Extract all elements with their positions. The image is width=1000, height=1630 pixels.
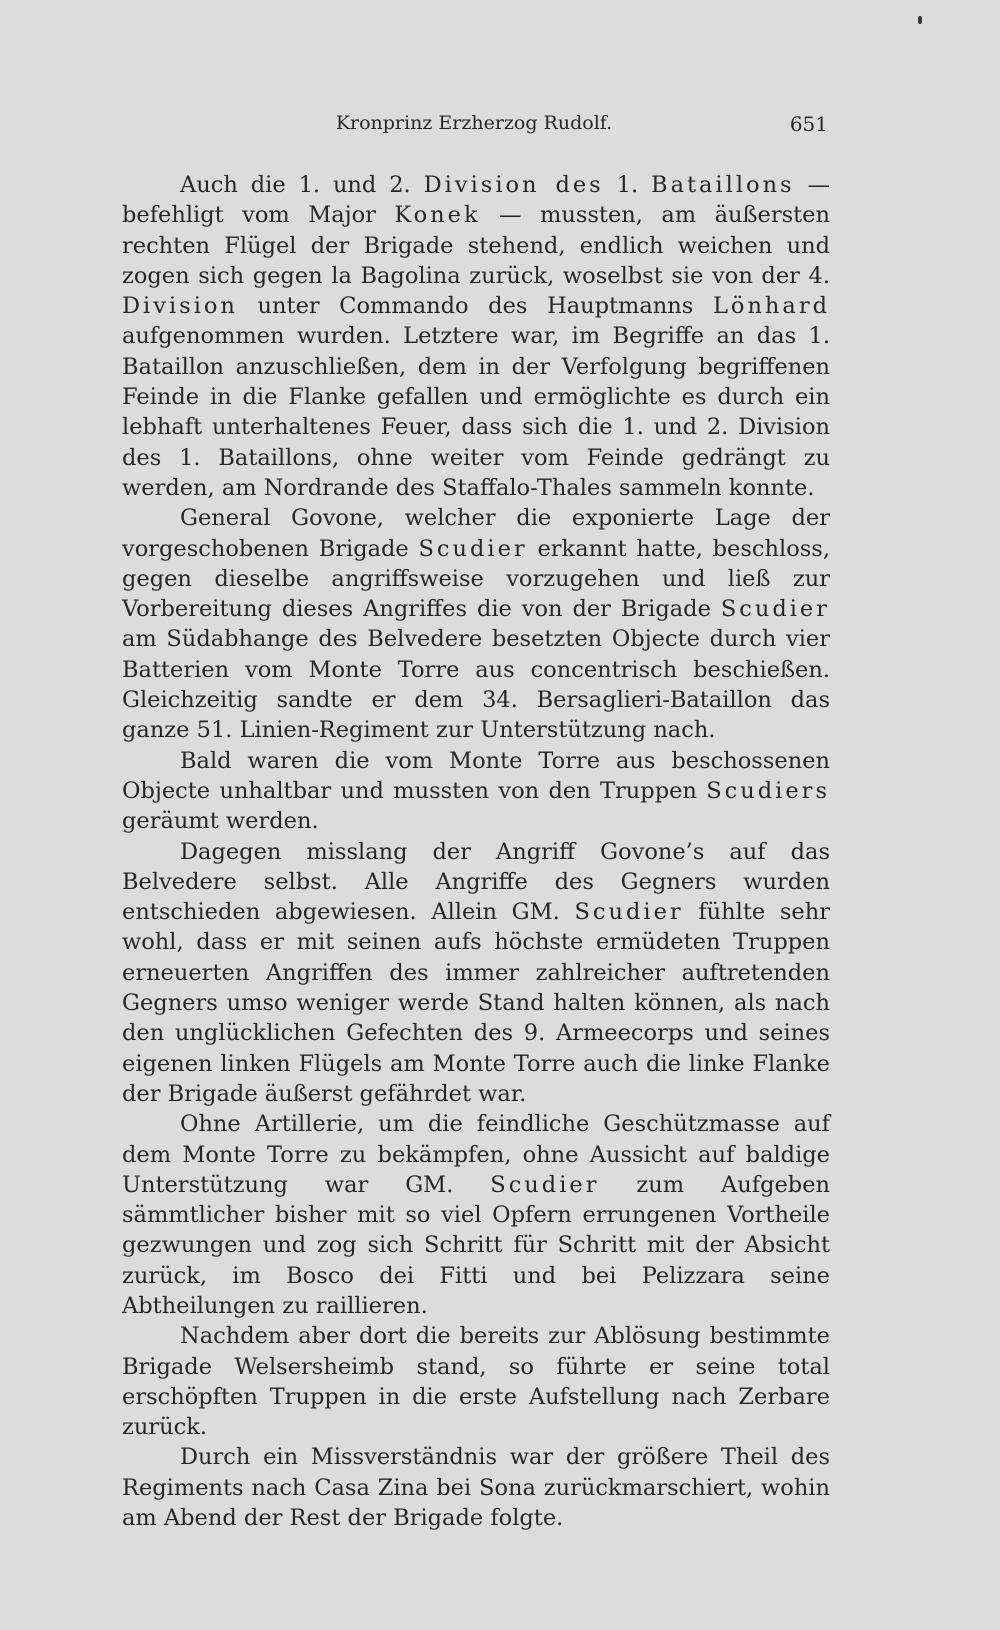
page-number: 651 [789, 112, 828, 136]
text-segment: Auch die 1. und 2. [180, 172, 424, 198]
paragraph [122, 1321, 830, 1442]
paragraph [122, 503, 830, 745]
text-segment: Bald waren die vom Monte Torre aus beschossenen Objecte unhaltbar und mussten von den Truppen [122, 747, 830, 804]
spaced-name: Scudier [418, 535, 528, 562]
spaced-text: Division [122, 293, 238, 320]
text-segment: General Govone, welcher die exponierte Lage der vorgeschobenen Brigade [122, 505, 830, 562]
spaced-text: Division des [423, 172, 604, 198]
text-segment: — mussten, am äußersten rechten Flügel der Brigade stehend, endlich weichen und zogen sich gegen la Bagolina zurück, woselbst sie von der 4. [122, 202, 830, 289]
paragraph [122, 170, 830, 503]
text-segment: 1. [603, 172, 652, 198]
spaced-name: Scudier [720, 596, 830, 623]
text-segment: Nachdem aber dort die bereits zur Ablösung bestimmte Brigade Welsersheimb stand, so führte er seine total erschöpften Truppen in die erste Aufstellung nach Zerbare zurück. [122, 1323, 830, 1441]
paragraph [122, 1442, 830, 1533]
spaced-text: Bataillons [651, 172, 795, 198]
spaced-name: Lönhard [712, 293, 830, 320]
text-segment: — befehligt vom Major [122, 172, 831, 229]
text-segment: am Südabhange des Belvedere besetzten Objecte durch vier Batterien vom Monte Torre aus concentrisch beschießen. Gleichzeitig sandte er dem 34. Bersaglieri-Bataillon das ganze 51. Linien-Regiment zur Unterstützung nach. [122, 626, 830, 744]
spaced-name: Scudier [574, 899, 684, 926]
paragraph [122, 746, 830, 837]
spaced-name: Konek [394, 202, 481, 229]
text-segment: erkannt hatte, beschloss, gegen dieselbe angriffsweise vorzugehen und ließ zur Vorbereitung dieses Angriffes die von der Brigade [122, 535, 830, 623]
paragraph [122, 837, 830, 1110]
text-segment: unter Commando des Hauptmanns [237, 293, 713, 320]
text-segment: Ohne Artillerie, um die feindliche Geschützmasse auf dem Monte Torre zu bekämpfen, ohne Aussicht auf baldige Unterstützung war GM. [122, 1111, 830, 1198]
text-segment: Durch ein Missverständnis war der größere Theil des Regiments nach Casa Zina bei Sona zurückmarschiert, wohin am Abend der Rest der Brigade folgte. [122, 1444, 830, 1532]
body-text [122, 170, 830, 1533]
text-segment: geräumt werden. [122, 808, 319, 835]
text-segment: Dagegen misslang der Angriff Govone’s auf das Belvedere selbst. Alle Angriffe des Gegners wurden entschieden abgewiesen. Allein GM. [122, 838, 830, 926]
text-segment: fühlte sehr wohl, dass er mit seinen aufs höchste ermüdeten Truppen erneuerten Angriffen des immer zahlreicher auftretenden Gegners umso weniger werde Stand halten können, als nach den unglücklichen Gefechten des 9. Armeecorps und seines eigenen linken Flügels am Monte Torre auch die linke Flanke der Brigade äußerst gefährdet war. [122, 899, 830, 1107]
page-edge-mark [918, 16, 922, 24]
running-head [120, 112, 828, 142]
running-title: Kronprinz Erzherzog Rudolf. [335, 112, 613, 134]
spaced-name: Scudier [490, 1171, 600, 1198]
paragraph [122, 1109, 830, 1321]
text-segment: aufgenommen wurden. Letztere war, im Begriffe an das 1. Bataillon anzuschließen, dem in der Verfolgung begriffenen Feinde in die Flanke gefallen und ermöglichte es durch ein lebhaft unterhaltenes Feuer, dass sich die 1. und 2. Division des 1. Bataillons, ohne weiter vom Feinde gedrängt zu werden, am Nordrande des Staffalo-Thales sammeln konnte. [122, 323, 830, 501]
spaced-name: Scudiers [706, 777, 830, 804]
text-segment: zum Aufgeben sämmtlicher bisher mit so viel Opfern errungenen Vortheile gezwungen und zog sich Schritt für Schritt mit der Absicht zurück, im Bosco dei Fitti und bei Pelizzara seine Abtheilungen zu raillieren. [122, 1171, 831, 1319]
